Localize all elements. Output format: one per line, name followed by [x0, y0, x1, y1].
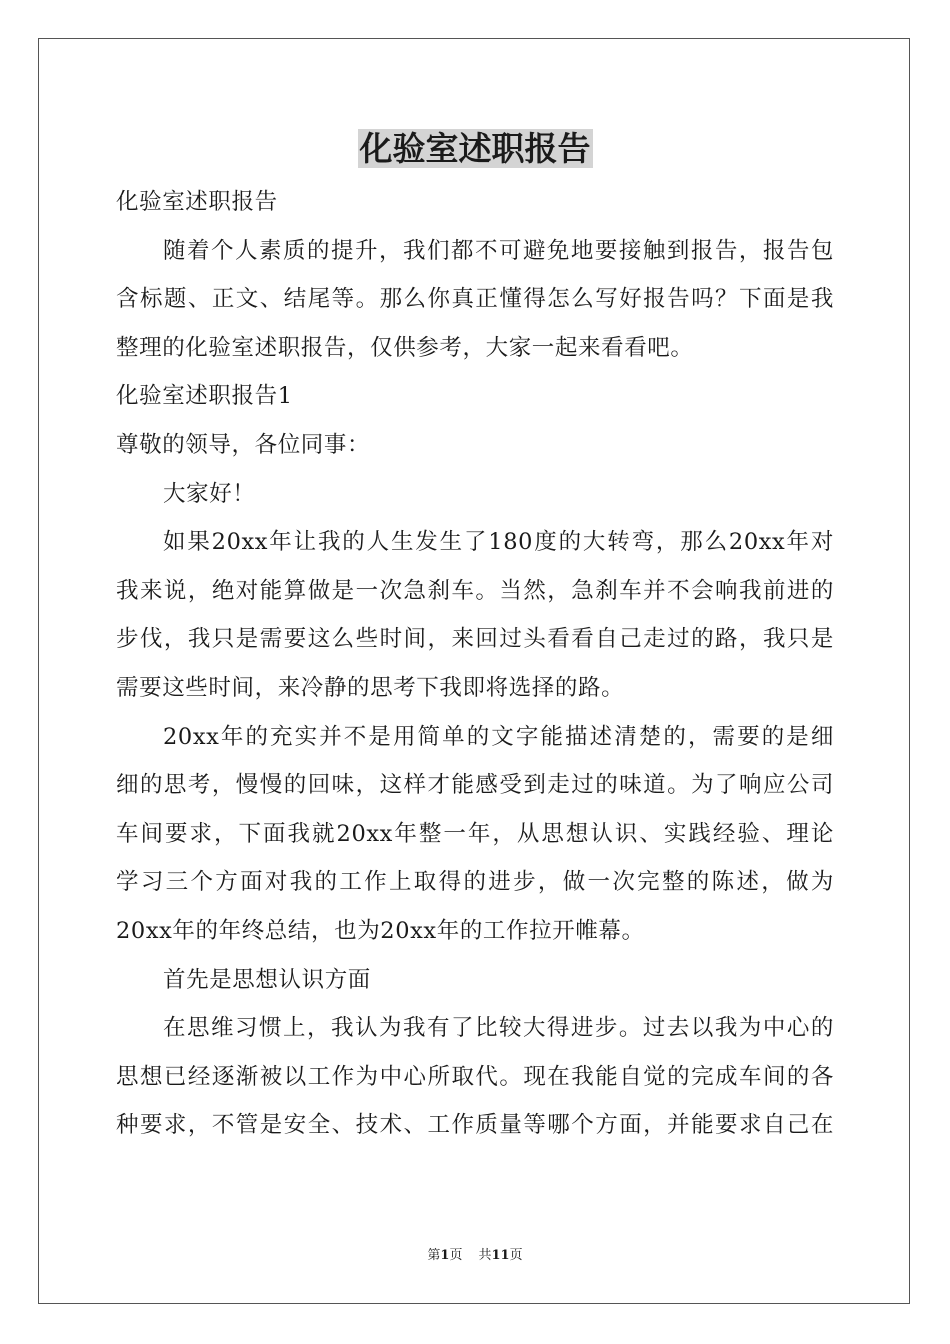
- footer-total-prefix: 共: [478, 1248, 492, 1263]
- text-line: 随着个人素质的提升，我们都不可避免地要接触到报告，报告包: [163, 237, 834, 264]
- text-line: 在思维习惯上，我认为我有了比较大得进步。过去以我为中心的: [163, 1015, 834, 1042]
- text-line: 化验室述职报告: [116, 189, 278, 215]
- footer-page-current: 1: [440, 1248, 450, 1263]
- document-title: [0, 124, 950, 174]
- text-line: 步伐，我只是需要这么些时间，来回过头看看自己走过的路，我只是: [116, 626, 834, 653]
- footer-total-suffix: 页: [509, 1248, 523, 1263]
- text-line: 细的思考，慢慢的回味，这样才能感受到走过的味道。为了响应公司: [116, 772, 834, 799]
- text-line: 20xx年的充实并不是用简单的文字能描述清楚的，需要的是细: [163, 723, 834, 750]
- footer-page-total: 11: [491, 1248, 510, 1263]
- text-line: 学习三个方面对我的工作上取得的进步，做一次完整的陈述，做为: [116, 869, 834, 896]
- text-line: 思想已经逐渐被以工作为中心所取代。现在我能自觉的完成车间的各: [116, 1063, 834, 1090]
- text-line: 首先是思想认识方面: [163, 966, 371, 993]
- text-line: 如果20xx年让我的人生发生了180度的大转弯，那么20xx年对: [163, 529, 834, 556]
- page-footer: [0, 1246, 950, 1266]
- document-title-text: 化验室述职报告: [359, 129, 591, 168]
- text-line: 含标题、正文、结尾等。那么你真正懂得怎么写好报告吗？下面是我: [116, 286, 834, 313]
- text-line: 我来说，绝对能算做是一次急刹车。当然，急刹车并不会响我前进的: [116, 577, 834, 604]
- text-line: 整理的化验室述职报告，仅供参考，大家一起来看看吧。: [116, 334, 694, 361]
- text-line: 需要这些时间，来冷静的思考下我即将选择的路。: [116, 674, 625, 701]
- document-body: [116, 178, 834, 1150]
- text-line: 20xx年的年终总结，也为20xx年的工作拉开帷幕。: [116, 917, 645, 944]
- footer-page-prefix: 第: [427, 1248, 441, 1263]
- footer-page-suffix: 页: [449, 1248, 463, 1263]
- text-line: 车间要求，下面我就20xx年整一年，从思想认识、实践经验、理论: [116, 820, 834, 847]
- text-line: 种要求，不管是安全、技术、工作质量等哪个方面，并能要求自己在: [116, 1112, 834, 1139]
- text-line: 尊敬的领导，各位同事：: [116, 431, 371, 458]
- text-line: 大家好！: [163, 480, 256, 507]
- text-line: 化验室述职报告1: [116, 383, 293, 410]
